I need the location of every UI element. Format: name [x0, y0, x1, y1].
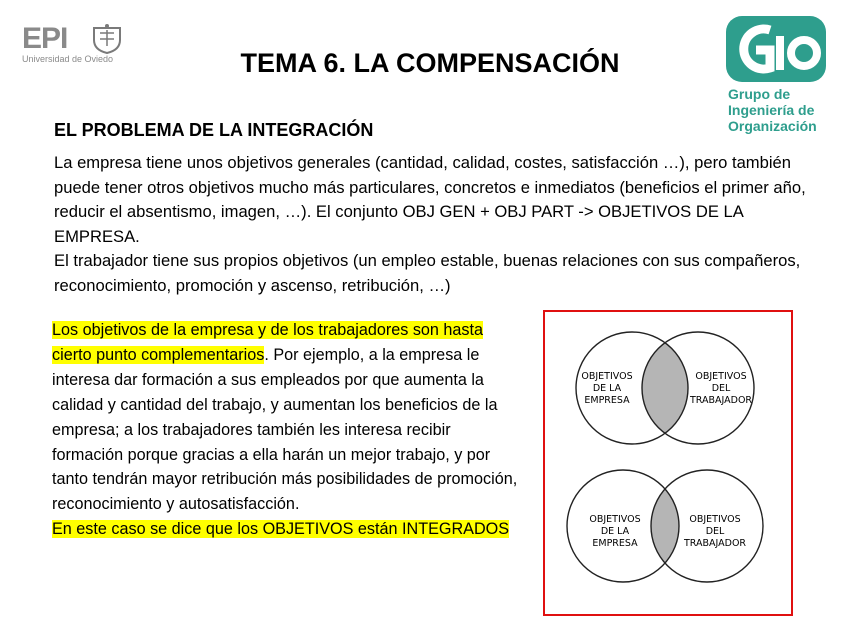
venn-label: DEL	[705, 526, 725, 537]
highlighted-text: Los objetivos de la empresa y de los trabajadores son hasta cierto punto complementarios	[52, 321, 484, 364]
highlighted-text: En este caso se dice que los OBJETIVOS están INTEGRADOS	[52, 520, 510, 539]
gio-caption	[728, 86, 817, 134]
epi-logo-text: EPI	[22, 22, 68, 55]
gio-caption-line: Organización	[728, 118, 817, 134]
venn-label: DE LA	[592, 383, 622, 394]
gio-logo-mark-icon	[724, 14, 828, 84]
body-paragraph	[52, 318, 520, 517]
venn-label: TRABAJADOR	[689, 395, 753, 406]
section-heading: EL PROBLEMA DE LA INTEGRACIÓN	[54, 120, 374, 140]
venn-figure	[543, 310, 793, 616]
venn-label: DEL	[711, 383, 731, 394]
venn-label: OBJETIVOS	[581, 371, 633, 382]
venn-overlap-bottom	[651, 489, 679, 563]
venn-diagrams	[545, 312, 791, 614]
venn-diagram-bottom	[567, 470, 763, 582]
body-paragraph	[52, 517, 520, 542]
university-name: Universidad de Oviedo	[22, 54, 114, 64]
venn-label: TRABAJADOR	[683, 538, 747, 549]
venn-overlap-top	[642, 343, 688, 433]
body-text-span: . Por ejemplo, a la empresa le interesa dar formación a sus empleados por que aumenta la calidad y cantidad del trabajo, y aumentan los beneficios de la empresa; a los trabajadores también les interesa recibir formación porque gracias a ella harán un mejor trabajo, y por tanto tendrán mayor retribución más posibilidades de promoción, reconocimiento y autosatisfacción.	[52, 345, 518, 514]
venn-label: OBJETIVOS	[689, 514, 741, 525]
gio-caption-line: Grupo de	[728, 86, 791, 102]
gio-logo	[724, 14, 836, 140]
body-text	[52, 318, 520, 542]
venn-label: OBJETIVOS	[589, 514, 641, 525]
venn-label: OBJETIVOS	[695, 371, 747, 382]
intro-paragraph: La empresa tiene unos objetivos generales (cantidad, calidad, costes, satisfacción …), pero también puede tener otros objetivos mucho más particulares, concretos e inmediatos (beneficios el primer año, reducir el absentismo, imagen, …). El conjunto OBJ GEN + OBJ PART -> OBJETIVOS DE LA EMPRESA.	[54, 153, 806, 246]
venn-diagram-top	[576, 332, 754, 444]
intro-text	[54, 151, 824, 299]
venn-label: DE LA	[600, 526, 630, 537]
venn-label: EMPRESA	[584, 395, 630, 406]
venn-label: EMPRESA	[592, 538, 638, 549]
page-title: TEMA 6. LA COMPENSACIÓN	[240, 48, 620, 78]
gio-caption-line: Ingeniería de	[728, 102, 815, 118]
intro-paragraph: El trabajador tiene sus propios objetivos (un empleo estable, buenas relaciones con sus compañeros, reconocimiento, promoción y ascenso, retribución, …)	[54, 251, 801, 295]
